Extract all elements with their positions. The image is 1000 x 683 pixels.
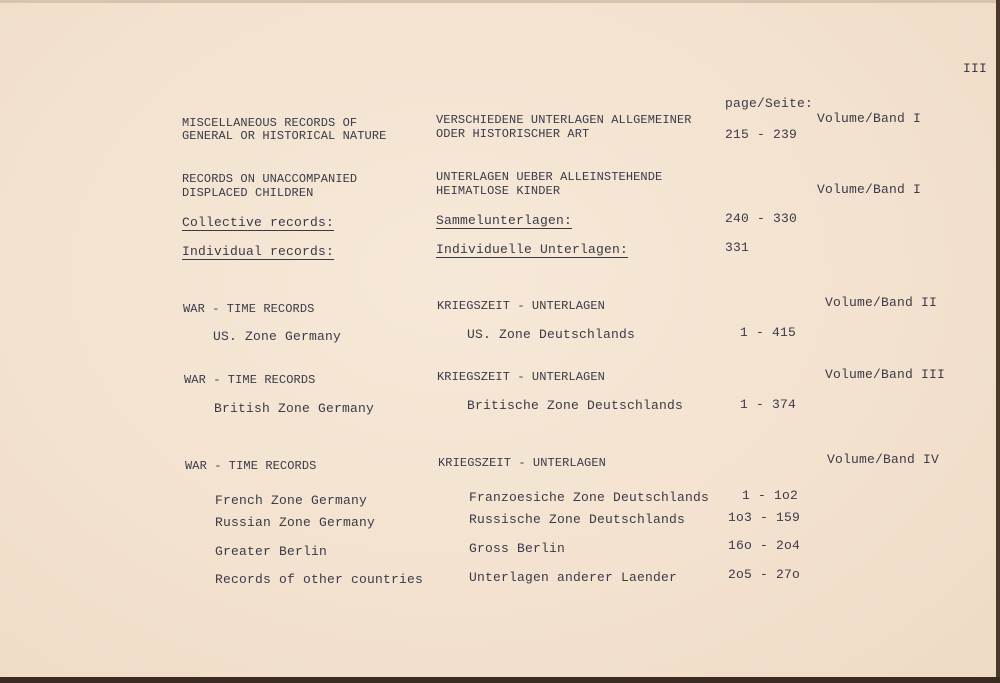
russian-zone-de: Russische Zone Deutschlands bbox=[469, 512, 686, 527]
unaccompanied-en-line1: RECORDS ON UNACCOMPANIED bbox=[182, 172, 358, 186]
wartime-british-en-title: WAR - TIME RECORDS bbox=[184, 373, 316, 387]
page-number: III bbox=[963, 61, 988, 76]
wartime-british-en-zone: British Zone Germany bbox=[214, 401, 375, 416]
wartime-us-pages: 1 - 415 bbox=[740, 325, 797, 340]
collective-records-pages: 240 - 330 bbox=[725, 211, 798, 226]
misc-de-line1: VERSCHIEDENE UNTERLAGEN ALLGEMEINER bbox=[436, 113, 692, 127]
wartime-british-volume: Volume/Band III bbox=[825, 367, 946, 382]
wartime-other-volume: Volume/Band IV bbox=[827, 452, 940, 467]
wartime-us-de-title: KRIEGSZEIT - UNTERLAGEN bbox=[437, 299, 605, 313]
collective-records-de: Sammelunterlagen: bbox=[436, 213, 573, 228]
individual-records-pages: 331 bbox=[725, 240, 750, 255]
misc-pages: 215 - 239 bbox=[725, 127, 798, 142]
individual-records-en: Individual records: bbox=[182, 244, 335, 259]
misc-en-line2: GENERAL OR HISTORICAL NATURE bbox=[182, 129, 387, 143]
russian-zone-en: Russian Zone Germany bbox=[215, 515, 376, 530]
misc-volume: Volume/Band I bbox=[817, 111, 922, 126]
misc-en-line1: MISCELLANEOUS RECORDS OF bbox=[182, 116, 358, 130]
page-top-edge bbox=[0, 0, 1000, 3]
russian-zone-pages: 1o3 - 159 bbox=[728, 510, 801, 525]
french-zone-pages: 1 - 1o2 bbox=[742, 488, 799, 503]
wartime-british-de-title: KRIEGSZEIT - UNTERLAGEN bbox=[437, 370, 605, 384]
individual-records-de: Individuelle Unterlagen: bbox=[436, 242, 629, 257]
wartime-us-de-zone: US. Zone Deutschlands bbox=[467, 327, 636, 342]
wartime-other-de-title: KRIEGSZEIT - UNTERLAGEN bbox=[438, 456, 606, 470]
unaccompanied-de-line1: UNTERLAGEN UEBER ALLEINSTEHENDE bbox=[436, 170, 663, 184]
other-countries-en: Records of other countries bbox=[215, 572, 424, 587]
page-bottom-edge bbox=[0, 677, 1000, 683]
wartime-us-volume: Volume/Band II bbox=[825, 295, 938, 310]
other-countries-pages: 2o5 - 27o bbox=[728, 567, 801, 582]
misc-de-line2: ODER HISTORISCHER ART bbox=[436, 127, 590, 141]
page-column-header: page/Seite: bbox=[725, 96, 814, 111]
wartime-other-en-title: WAR - TIME RECORDS bbox=[185, 459, 317, 473]
unaccompanied-en-line2: DISPLACED CHILDREN bbox=[182, 186, 314, 200]
french-zone-en: French Zone Germany bbox=[215, 493, 368, 508]
unaccompanied-volume: Volume/Band I bbox=[817, 182, 922, 197]
collective-records-en: Collective records: bbox=[182, 215, 335, 230]
wartime-us-en-zone: US. Zone Germany bbox=[213, 329, 342, 344]
unaccompanied-de-line2: HEIMATLOSE KINDER bbox=[436, 184, 561, 198]
wartime-british-de-zone: Britische Zone Deutschlands bbox=[467, 398, 684, 413]
page-right-edge bbox=[996, 0, 1000, 683]
greater-berlin-de: Gross Berlin bbox=[469, 541, 566, 556]
greater-berlin-en: Greater Berlin bbox=[215, 544, 328, 559]
other-countries-de: Unterlagen anderer Laender bbox=[469, 570, 678, 585]
wartime-british-pages: 1 - 374 bbox=[740, 397, 797, 412]
greater-berlin-pages: 16o - 2o4 bbox=[728, 538, 801, 553]
wartime-us-en-title: WAR - TIME RECORDS bbox=[183, 302, 315, 316]
french-zone-de: Franzoesiche Zone Deutschlands bbox=[469, 490, 710, 505]
